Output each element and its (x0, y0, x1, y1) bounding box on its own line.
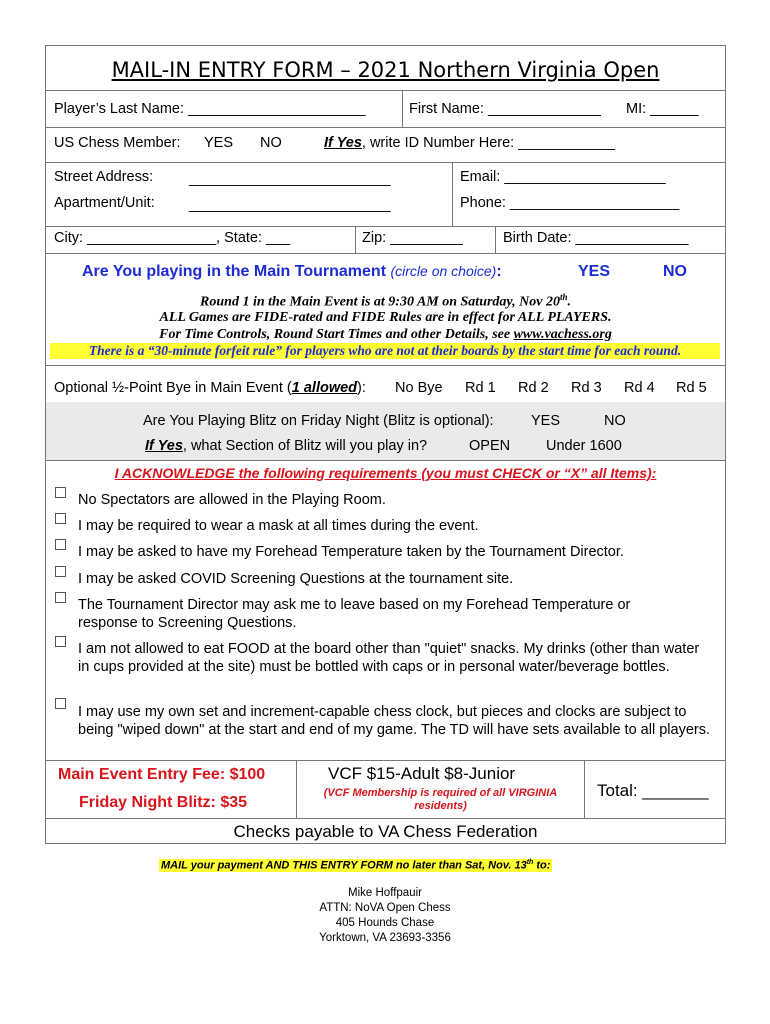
round1-note (46, 292, 725, 311)
requirement-item: I may be required to wear a mask at all times during the event. (78, 518, 479, 534)
first-name-field[interactable]: First Name: ______________ (409, 101, 601, 117)
requirement-item: The Tournament Director may ask me to leave based on my Forehead Temperature or response to Screening Questions. (78, 597, 631, 631)
requirement-item: I may use my own set and increment-capable chess clock, but pieces and clocks are subject to being "wiped down" at the start and end of my game. The TD will have sets available to all players. (78, 704, 710, 738)
us-chess-member-label: US Chess Member: (54, 135, 181, 151)
id-number-label: , write ID Number Here: ____________ (361, 135, 615, 151)
divider (46, 162, 725, 163)
mail-deadline-end: to: (533, 859, 551, 872)
main-event-fee: Main Event Entry Fee: $100 (58, 766, 266, 783)
divider (46, 253, 725, 254)
requirement-item: I am not allowed to eat FOOD at the board other than "quiet" snacks. My drinks (other than water in cups provided at the site) must be bottled with caps or in personal water/beverage bottles. (78, 641, 700, 675)
blitz-question: Are You Playing Blitz on Friday Night (Blitz is optional): (143, 413, 494, 429)
main-yes-option[interactable]: YES (578, 263, 611, 280)
divider (46, 127, 725, 128)
form-title: MAIL-IN ENTRY FORM – 2021 Northern Virginia Open (111, 58, 660, 82)
round1-text: Round 1 in the Main Event is at 9:30 AM on Saturday, Nov 20 (200, 294, 560, 310)
mail-deadline-text: MAIL your payment AND THIS ENTRY FORM no later than Sat, Nov. 13 (161, 859, 527, 872)
requirement-checkbox[interactable] (55, 592, 66, 603)
street-label: Street Address: (54, 169, 154, 185)
requirement-checkbox[interactable] (55, 487, 66, 498)
birth-date-field[interactable]: Birth Date: ______________ (503, 230, 689, 246)
requirement-checkbox[interactable] (55, 513, 66, 524)
bye-label-text: Optional ½-Point Bye in Main Event ( (54, 380, 292, 396)
requirement-checkbox[interactable] (55, 566, 66, 577)
city-state-field[interactable]: City: ________________, State: ___ (54, 230, 291, 246)
bye-option-rd4[interactable]: Rd 4 (624, 380, 655, 396)
divider (46, 226, 725, 227)
divider (46, 365, 725, 366)
requirement-checkbox[interactable] (55, 636, 66, 647)
question-text: Are You playing in the Main Tournament (82, 263, 387, 280)
round1-sup: th (559, 292, 568, 302)
divider (46, 818, 725, 819)
apartment-field[interactable]: _________________________ (189, 197, 391, 213)
bye-option-rd3[interactable]: Rd 3 (571, 380, 602, 396)
requirement-item: No Spectators are allowed in the Playing Room. (78, 492, 386, 508)
vachess-link[interactable]: www.vachess.org (513, 327, 612, 342)
main-no-option[interactable]: NO (663, 263, 687, 280)
address-line: Mike Hoffpauir (348, 887, 422, 899)
mi-field[interactable]: MI: ______ (626, 101, 699, 117)
blitz-no-option[interactable]: NO (604, 413, 626, 429)
last-name-field[interactable]: Player’s Last Name: ______________________ (54, 101, 366, 117)
divider (402, 90, 403, 127)
member-no-option[interactable]: NO (260, 135, 282, 151)
total-field[interactable]: Total: _______ (597, 781, 709, 800)
requirement-checkbox[interactable] (55, 698, 66, 709)
street-field[interactable]: _________________________ (189, 171, 391, 187)
vcf-membership-note: (VCF Membership is required of all VIRGINIA residents) (323, 787, 558, 812)
blitz-section-text: , what Section of Blitz will you play in? (182, 438, 428, 454)
blitz-under1600-option[interactable]: Under 1600 (546, 438, 622, 454)
divider (452, 162, 453, 226)
address-line: ATTN: NoVA Open Chess (319, 902, 451, 914)
forfeit-rule-highlight: There is a “30-minute forfeit rule” for players who are not at their boards by the start time for each round. (50, 343, 720, 359)
checks-payable: Checks payable to VA Chess Federation (233, 822, 538, 841)
mailing-address (0, 886, 770, 946)
bye-option-rd1[interactable]: Rd 1 (465, 380, 496, 396)
divider (584, 760, 585, 818)
bye-allowed: 1 allowed (291, 380, 358, 396)
apartment-label: Apartment/Unit: (54, 195, 155, 211)
mail-deadline-sup: th (526, 859, 534, 866)
bye-option-rd2[interactable]: Rd 2 (518, 380, 549, 396)
requirement-item: I may be asked to have my Forehead Temperature taken by the Tournament Director. (78, 544, 624, 560)
bye-label-end: ): (357, 380, 366, 396)
bye-label (54, 380, 366, 396)
time-controls-text: For Time Controls, Round Start Times and other Details, see (159, 327, 514, 342)
zip-field[interactable]: Zip: _________ (362, 230, 463, 246)
divider (495, 226, 496, 253)
id-number-field[interactable] (324, 135, 615, 151)
address-line: 405 Hounds Chase (335, 917, 435, 929)
blitz-fee: Friday Night Blitz: $35 (79, 794, 248, 811)
blitz-yes-option[interactable]: YES (531, 413, 561, 429)
address-line: Yorktown, VA 23693-3356 (319, 932, 451, 944)
requirement-item: I may be asked COVID Screening Questions at the tournament site. (78, 571, 514, 587)
divider (355, 226, 356, 253)
bye-option-no-bye[interactable]: No Bye (395, 380, 443, 396)
main-tournament-question (82, 263, 502, 281)
divider (46, 460, 725, 461)
divider (46, 760, 725, 761)
blitz-section-question (145, 438, 427, 454)
vcf-fees: VCF $15-Adult $8-Junior (328, 764, 516, 783)
bye-option-rd5[interactable]: Rd 5 (676, 380, 707, 396)
round1-end: . (567, 294, 571, 310)
colon: : (496, 263, 502, 280)
circle-note: (circle on choice) (390, 263, 497, 279)
mail-deadline (159, 859, 552, 872)
divider (296, 760, 297, 818)
member-yes-option[interactable]: YES (204, 135, 234, 151)
if-yes-label: If Yes (324, 135, 362, 151)
requirement-checkbox[interactable] (55, 539, 66, 550)
entry-form (45, 45, 726, 844)
email-field[interactable]: Email: ____________________ (460, 169, 666, 185)
acknowledge-heading: I ACKNOWLEDGE the following requirements (you must CHECK or “X” all Items): (114, 465, 657, 481)
fide-note: ALL Games are FIDE-rated and FIDE Rules are in effect for ALL PLAYERS. (159, 310, 612, 325)
blitz-open-option[interactable]: OPEN (469, 438, 511, 454)
blitz-if-yes: If Yes (145, 438, 183, 454)
phone-field[interactable]: Phone: _____________________ (460, 195, 680, 211)
time-controls-note (46, 327, 725, 343)
divider (46, 90, 725, 91)
